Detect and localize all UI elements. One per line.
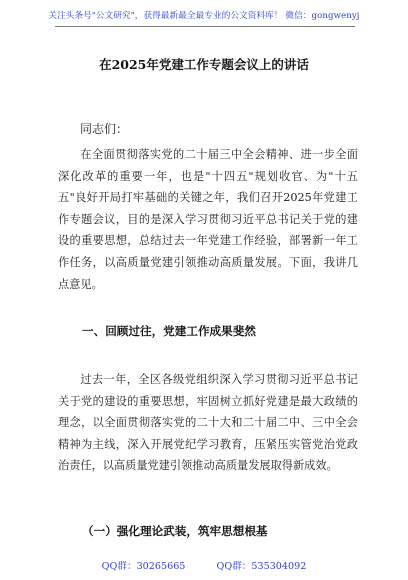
salutation: 同志们： bbox=[80, 122, 129, 136]
header-divider bbox=[55, 26, 355, 27]
footer-qq-group-1: QQ群：30265665 bbox=[101, 561, 186, 572]
header-note: 关注头条号"公文研究"，获得最新最全最专业的公文资料库！ 微信：gongwenyj bbox=[48, 11, 360, 21]
section-heading-1: 一、回顾过往，党建工作成果斐然 bbox=[82, 324, 256, 338]
footer-qq-group-2: QQ群：535304092 bbox=[216, 561, 307, 572]
paragraph-review: 过去一年，全区各级党组织深入学习贯彻习近平总书记关于党的建设的重要思想，牢固树立抓好党建是最大政绩的理念，以全面贯彻落实党的二十大和二十届二中、三中全会精神为主线，深入开展党纪学习教育，压紧压实管党治党政治责任，以高质量党建引领推动高质量发展取得新成效。 bbox=[58, 373, 358, 473]
document-title: 在2025年党建工作专题会议上的讲话 bbox=[99, 57, 309, 72]
footer bbox=[0, 558, 408, 572]
paragraph-intro: 在全面贯彻落实党的二十届三中全会精神、进一步全面深化改革的重要一年，也是"十四五"规划收官、为"十五五"良好开局打牢基础的关键之年，我们召开2025年党建工作专题会议，目的是深入学习贯彻习近平总书记关于党的建设的重要思想，总结过去一年党建工作经验，部署新一年工作任务，以高质量党建引领推动高质量发展。下面，我讲几点意见。 bbox=[58, 148, 358, 291]
subsection-heading-1: （一）强化理论武装，筑牢思想根基 bbox=[82, 524, 268, 538]
